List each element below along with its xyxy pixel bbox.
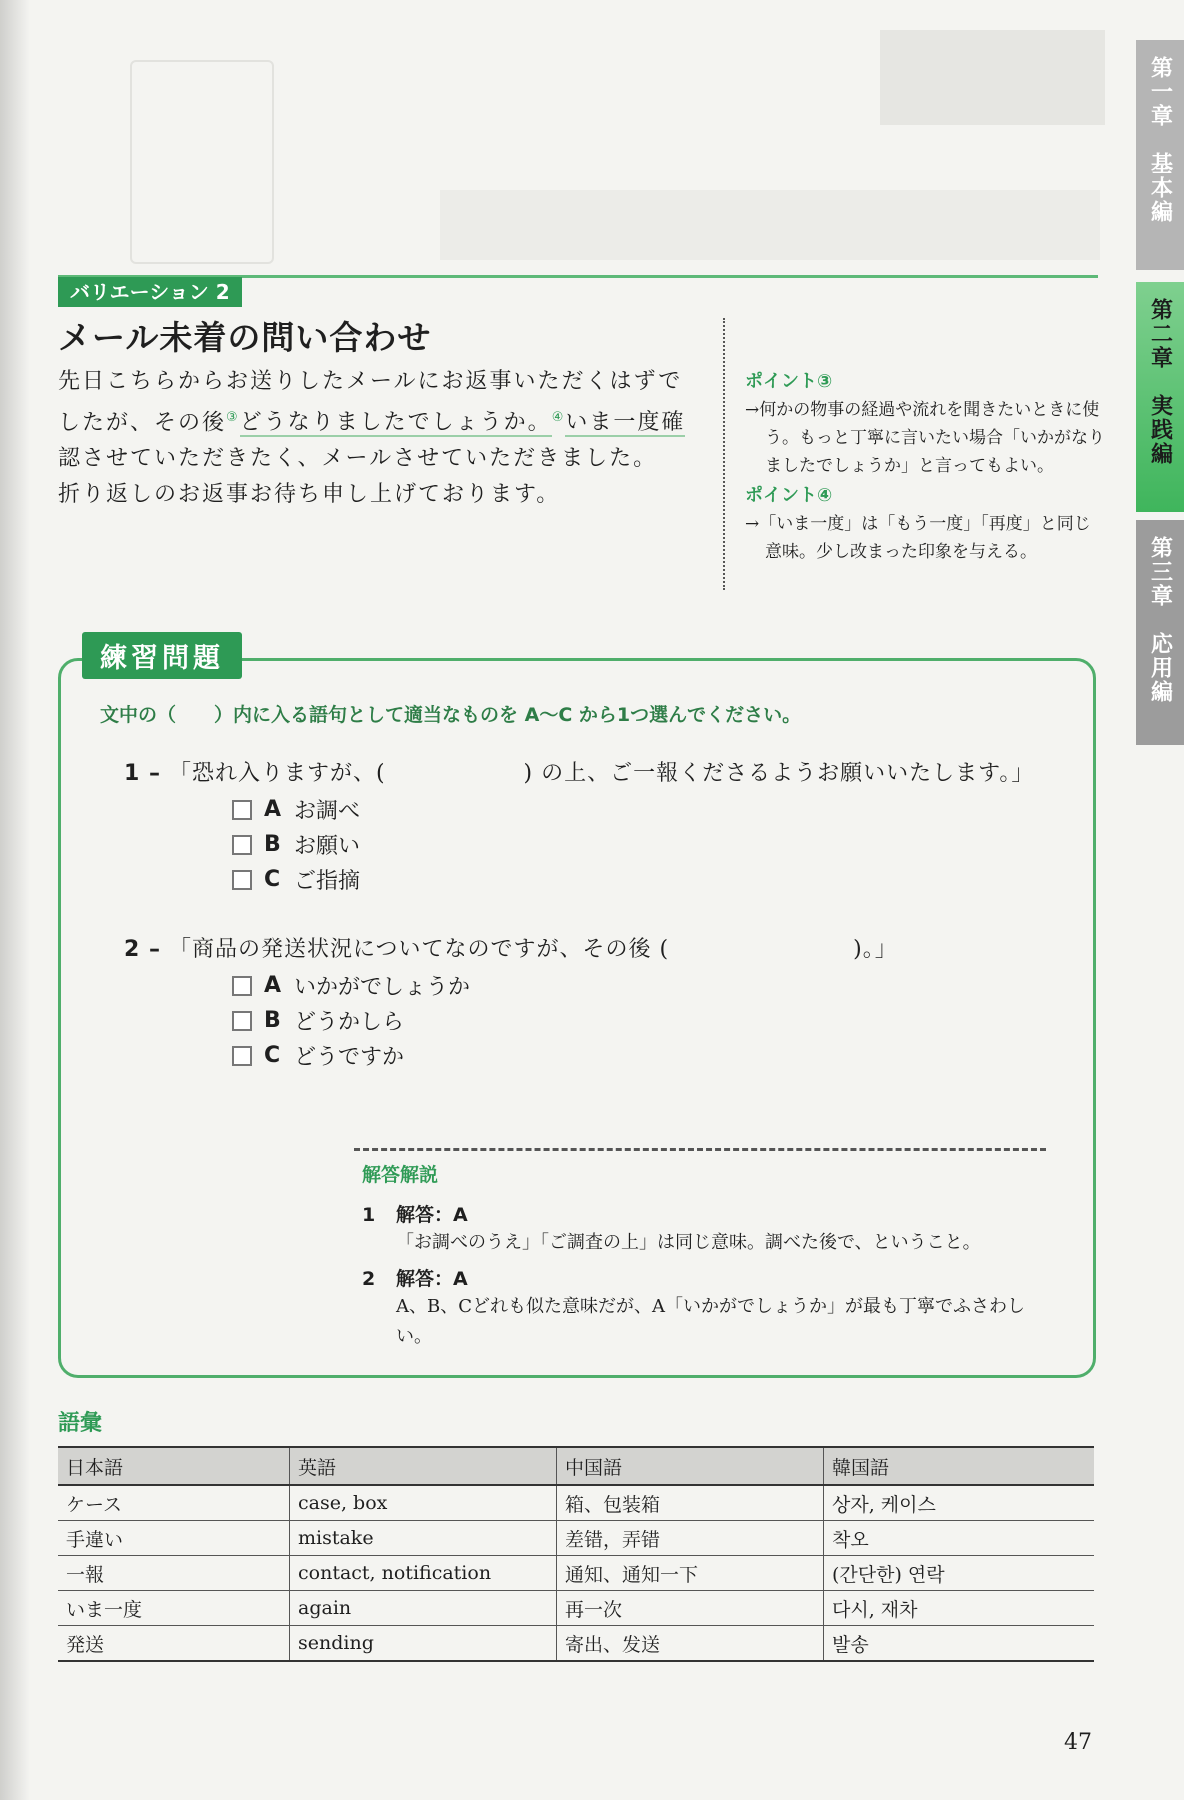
dotted-divider: [723, 318, 725, 590]
chapter-tab-2-active[interactable]: [1136, 282, 1184, 512]
option-2c[interactable]: [232, 1038, 470, 1073]
answer-1: [362, 1200, 468, 1227]
option-text: ご指摘: [294, 869, 361, 894]
chapter-tab-label: 第一章 基本編: [1147, 56, 1173, 224]
answer-number: 2: [362, 1268, 376, 1290]
option-letter: A: [264, 797, 282, 822]
question-1-options: [232, 792, 360, 897]
point-marker-3: ③: [226, 410, 240, 425]
practice-instruction: 文中の（ ）内に入る語句として適当なものを A〜C から1つ選んでください。: [100, 704, 802, 726]
option-letter: C: [264, 1043, 281, 1068]
variation-label: バリエーション 2: [58, 277, 242, 307]
table-row: [58, 1626, 1094, 1662]
vocab-cell: 手違い: [58, 1521, 290, 1556]
checkbox[interactable]: [232, 976, 252, 996]
question-1: [124, 756, 1034, 787]
vocab-cell: 상자, 케이스: [824, 1485, 1095, 1521]
chapter-tab-label: 第三章 応用編: [1147, 536, 1173, 704]
practice-tab: 練習問題: [82, 632, 242, 679]
point-4-text: →「いま一度」は「もう一度」「再度」と同じ意味。少し改まった印象を与える。: [745, 514, 1091, 562]
example-mail-text: [58, 364, 708, 513]
vocab-header-cell: 韓国語: [824, 1447, 1095, 1485]
option-text: お調べ: [294, 799, 361, 824]
option-1a[interactable]: [232, 792, 360, 827]
option-1b[interactable]: [232, 827, 360, 862]
ghost-title-bar: [440, 190, 1100, 260]
answer-2-explanation: A、B、Cどれも似た意味だが、A「いかがでしょうか」が最も丁寧でふさわしい。: [396, 1296, 1025, 1347]
question-number: 2 –: [124, 937, 161, 962]
vocab-cell: 差错，弄错: [557, 1521, 824, 1556]
vocab-cell: 箱、包装箱: [557, 1485, 824, 1521]
checkbox[interactable]: [232, 835, 252, 855]
option-text: いかがでしょうか: [294, 975, 471, 1000]
answers-heading: 解答解説: [362, 1164, 439, 1186]
vocab-cell: 다시, 재차: [824, 1591, 1095, 1626]
chapter-tab-3[interactable]: [1136, 520, 1184, 745]
vocab-header-cell: 英語: [290, 1447, 557, 1485]
question-number: 1 –: [124, 761, 161, 786]
point-3-heading: ポイント③: [745, 371, 833, 392]
answers-divider: [354, 1148, 1046, 1151]
body-line-4: 折り返しのお返事お待ち申し上げております。: [58, 482, 561, 508]
vocab-cell: sending: [290, 1626, 557, 1662]
table-row: [58, 1591, 1094, 1626]
table-row: [58, 1521, 1094, 1556]
vocab-cell: いま一度: [58, 1591, 290, 1626]
option-2b[interactable]: [232, 1003, 470, 1038]
option-2a[interactable]: [232, 968, 470, 1003]
option-letter: A: [264, 973, 282, 998]
vocab-cell: 通知、通知一下: [557, 1556, 824, 1591]
vocab-cell: mistake: [290, 1521, 557, 1556]
variation-header: [58, 277, 242, 307]
body-line-2: [58, 400, 708, 441]
option-letter: B: [264, 832, 281, 857]
body-line-2-pre: したが、その後: [58, 410, 227, 436]
vocab-cell: 寄出、发送: [557, 1626, 824, 1662]
vocab-header-row: [58, 1447, 1094, 1485]
vocab-cell: 발송: [824, 1626, 1095, 1662]
point-3-text: →何かの物事の経過や流れを聞きたいときに使う。もっと丁寧に言いたい場合「いかがなりましたでしょうか」と言ってもよい。: [745, 400, 1105, 476]
vocab-cell: again: [290, 1591, 557, 1626]
binding-shadow: [0, 0, 30, 1800]
vocab-cell: ケース: [58, 1485, 290, 1521]
chapter-tab-1[interactable]: [1136, 40, 1184, 270]
chapter-tab-label: 第二章 実践編: [1147, 298, 1173, 466]
option-text: お願い: [294, 834, 361, 859]
vocab-cell: (간단한) 연락: [824, 1556, 1095, 1591]
option-text: どうかしら: [294, 1010, 405, 1035]
answer-label: 解答：A: [396, 1268, 468, 1290]
option-letter: C: [264, 867, 281, 892]
page-number: 47: [1064, 1730, 1092, 1755]
vocab-cell: case, box: [290, 1485, 557, 1521]
option-text: どうですか: [294, 1045, 405, 1070]
point-marker-4: ④: [551, 410, 566, 425]
body-line-1: 先日こちらからお送りしたメールにお返事いただくはずで: [58, 369, 683, 394]
vocab-table: [58, 1446, 1094, 1662]
vocab-cell: 착오: [824, 1521, 1095, 1556]
option-letter: B: [264, 1008, 281, 1033]
answer-1-explanation: 「お調べのうえ」「ご調査の上」は同じ意味。調べた後で、ということ。: [396, 1232, 981, 1253]
answer-2: [362, 1264, 468, 1291]
vocab-title: 語彙: [58, 1411, 103, 1436]
table-row: [58, 1485, 1094, 1521]
point-4-heading: ポイント④: [745, 485, 833, 506]
ghost-box-outline: [130, 60, 274, 264]
vocab-cell: 一報: [58, 1556, 290, 1591]
checkbox[interactable]: [232, 1011, 252, 1031]
question-2: [124, 932, 898, 963]
checkbox[interactable]: [232, 870, 252, 890]
ghost-header-box: [880, 30, 1105, 125]
question-text: 「商品の発送状況についてなのですが、その後 ( )。」: [168, 937, 898, 962]
underlined-phrase-4: いま一度確: [565, 410, 686, 436]
vocab-cell: 発送: [58, 1626, 290, 1662]
answer-number: 1: [362, 1204, 376, 1226]
question-2-options: [232, 968, 470, 1073]
checkbox[interactable]: [232, 800, 252, 820]
option-1c[interactable]: [232, 862, 360, 897]
body-line-3: 認させていただきたく、メールさせていただきました。: [58, 446, 658, 472]
vocab-header-cell: 中国語: [557, 1447, 824, 1485]
underlined-phrase-3: どうなりましたでしょうか。: [239, 410, 552, 436]
checkbox[interactable]: [232, 1046, 252, 1066]
vocab-cell: 再一次: [557, 1591, 824, 1626]
page-title: メール未着の問い合わせ: [58, 318, 432, 357]
points-column: [745, 368, 1105, 566]
question-text: 「恐れ入りますが、( ) の上、ご一報くださるようお願いいたします。」: [168, 761, 1035, 786]
vocab-header-cell: 日本語: [58, 1447, 290, 1485]
answer-label: 解答：A: [396, 1204, 468, 1226]
table-row: [58, 1556, 1094, 1591]
vocab-cell: contact, notification: [290, 1556, 557, 1591]
